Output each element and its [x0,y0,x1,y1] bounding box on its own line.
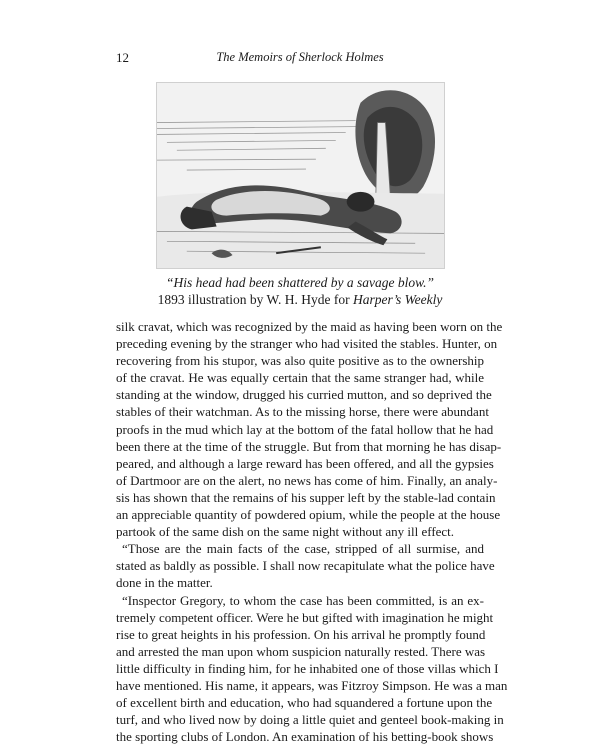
text-line: partook of the same dish on the same night without any ill effect. [116,524,455,540]
text-line: and arrested the man upon whom suspicion naturally rested. There was [116,643,486,659]
text-line: peared, and although a large reward has been offered, and all the gypsies [116,455,494,471]
text-line: proofs in the mud which lay at the bottom of the fatal hollow that he had [116,421,494,437]
text-line: turf, and who lived now by doing a little quiet and genteel book-making in [116,712,504,728]
text-line: preceding evening by the stranger who had visited the stables. Hunter, on [116,336,498,352]
text-line: been there at the time of the struggle. But from that morning he has disap- [116,438,502,454]
text-line: have mentioned. His name, it appears, was Fitzroy Simpson. He was a man [116,677,508,693]
text-line: “Inspector Gregory, to whom the case has been committed, is an ex- [122,592,484,608]
caption-quote: “His head had been shattered by a savage blow.” [165,275,435,290]
text-line: tremely competent officer. Were he but gifted with imagination he might [116,609,494,625]
text-line: done in the matter. [116,575,213,591]
text-line: little difficulty in finding him, for he inhabited one of those villas which I [116,660,499,676]
text-line: stated as baldly as possible. I shall now recapitulate what the police have [116,558,495,574]
caption-credit [116,291,484,308]
text-line: “Those are the main facts of the case, stripped of all surmise, and [122,541,484,557]
text-line: standing at the window, drugged his curried mutton, and so deprived the [116,387,492,403]
text-line: rise to great heights in his profession. On his arrival he promptly found [116,626,486,642]
figure-caption [116,274,484,308]
caption-credit-prefix: 1893 illustration by W. H. Hyde for [157,292,353,307]
text-line: stables of their watchman. As to the missing horse, there were abundant [116,404,489,420]
body-text [116,318,508,745]
text-line: an appreciable quantity of powdered opium, while the people at the house [116,507,501,523]
text-line: recovering from his stupor, was also quite positive as to the ownership [116,353,484,369]
running-title: The Memoirs of Sherlock Holmes [216,50,384,64]
text-line: of Dartmoor are on the alert, no news has come of him. Finally, an analy- [116,472,498,488]
page-number: 12 [116,50,129,65]
text-line: silk cravat, which was recognized by the maid as having been worn on the [116,319,503,334]
text-line: of the cravat. He was equally certain that the same stranger had, while [116,370,484,386]
engraving-drawing [157,83,444,268]
text-line: of excellent birth and education, who had squandered a fortune upon the [116,695,493,711]
text-line: the sporting clubs of London. An examination of his betting-book shows [116,729,494,745]
text-line: sis has shown that the remains of his supper left by the stable-lad contain [116,489,496,505]
illustration-fallen-man-icon [156,82,445,269]
caption-magazine: Harper’s Weekly [353,292,443,307]
